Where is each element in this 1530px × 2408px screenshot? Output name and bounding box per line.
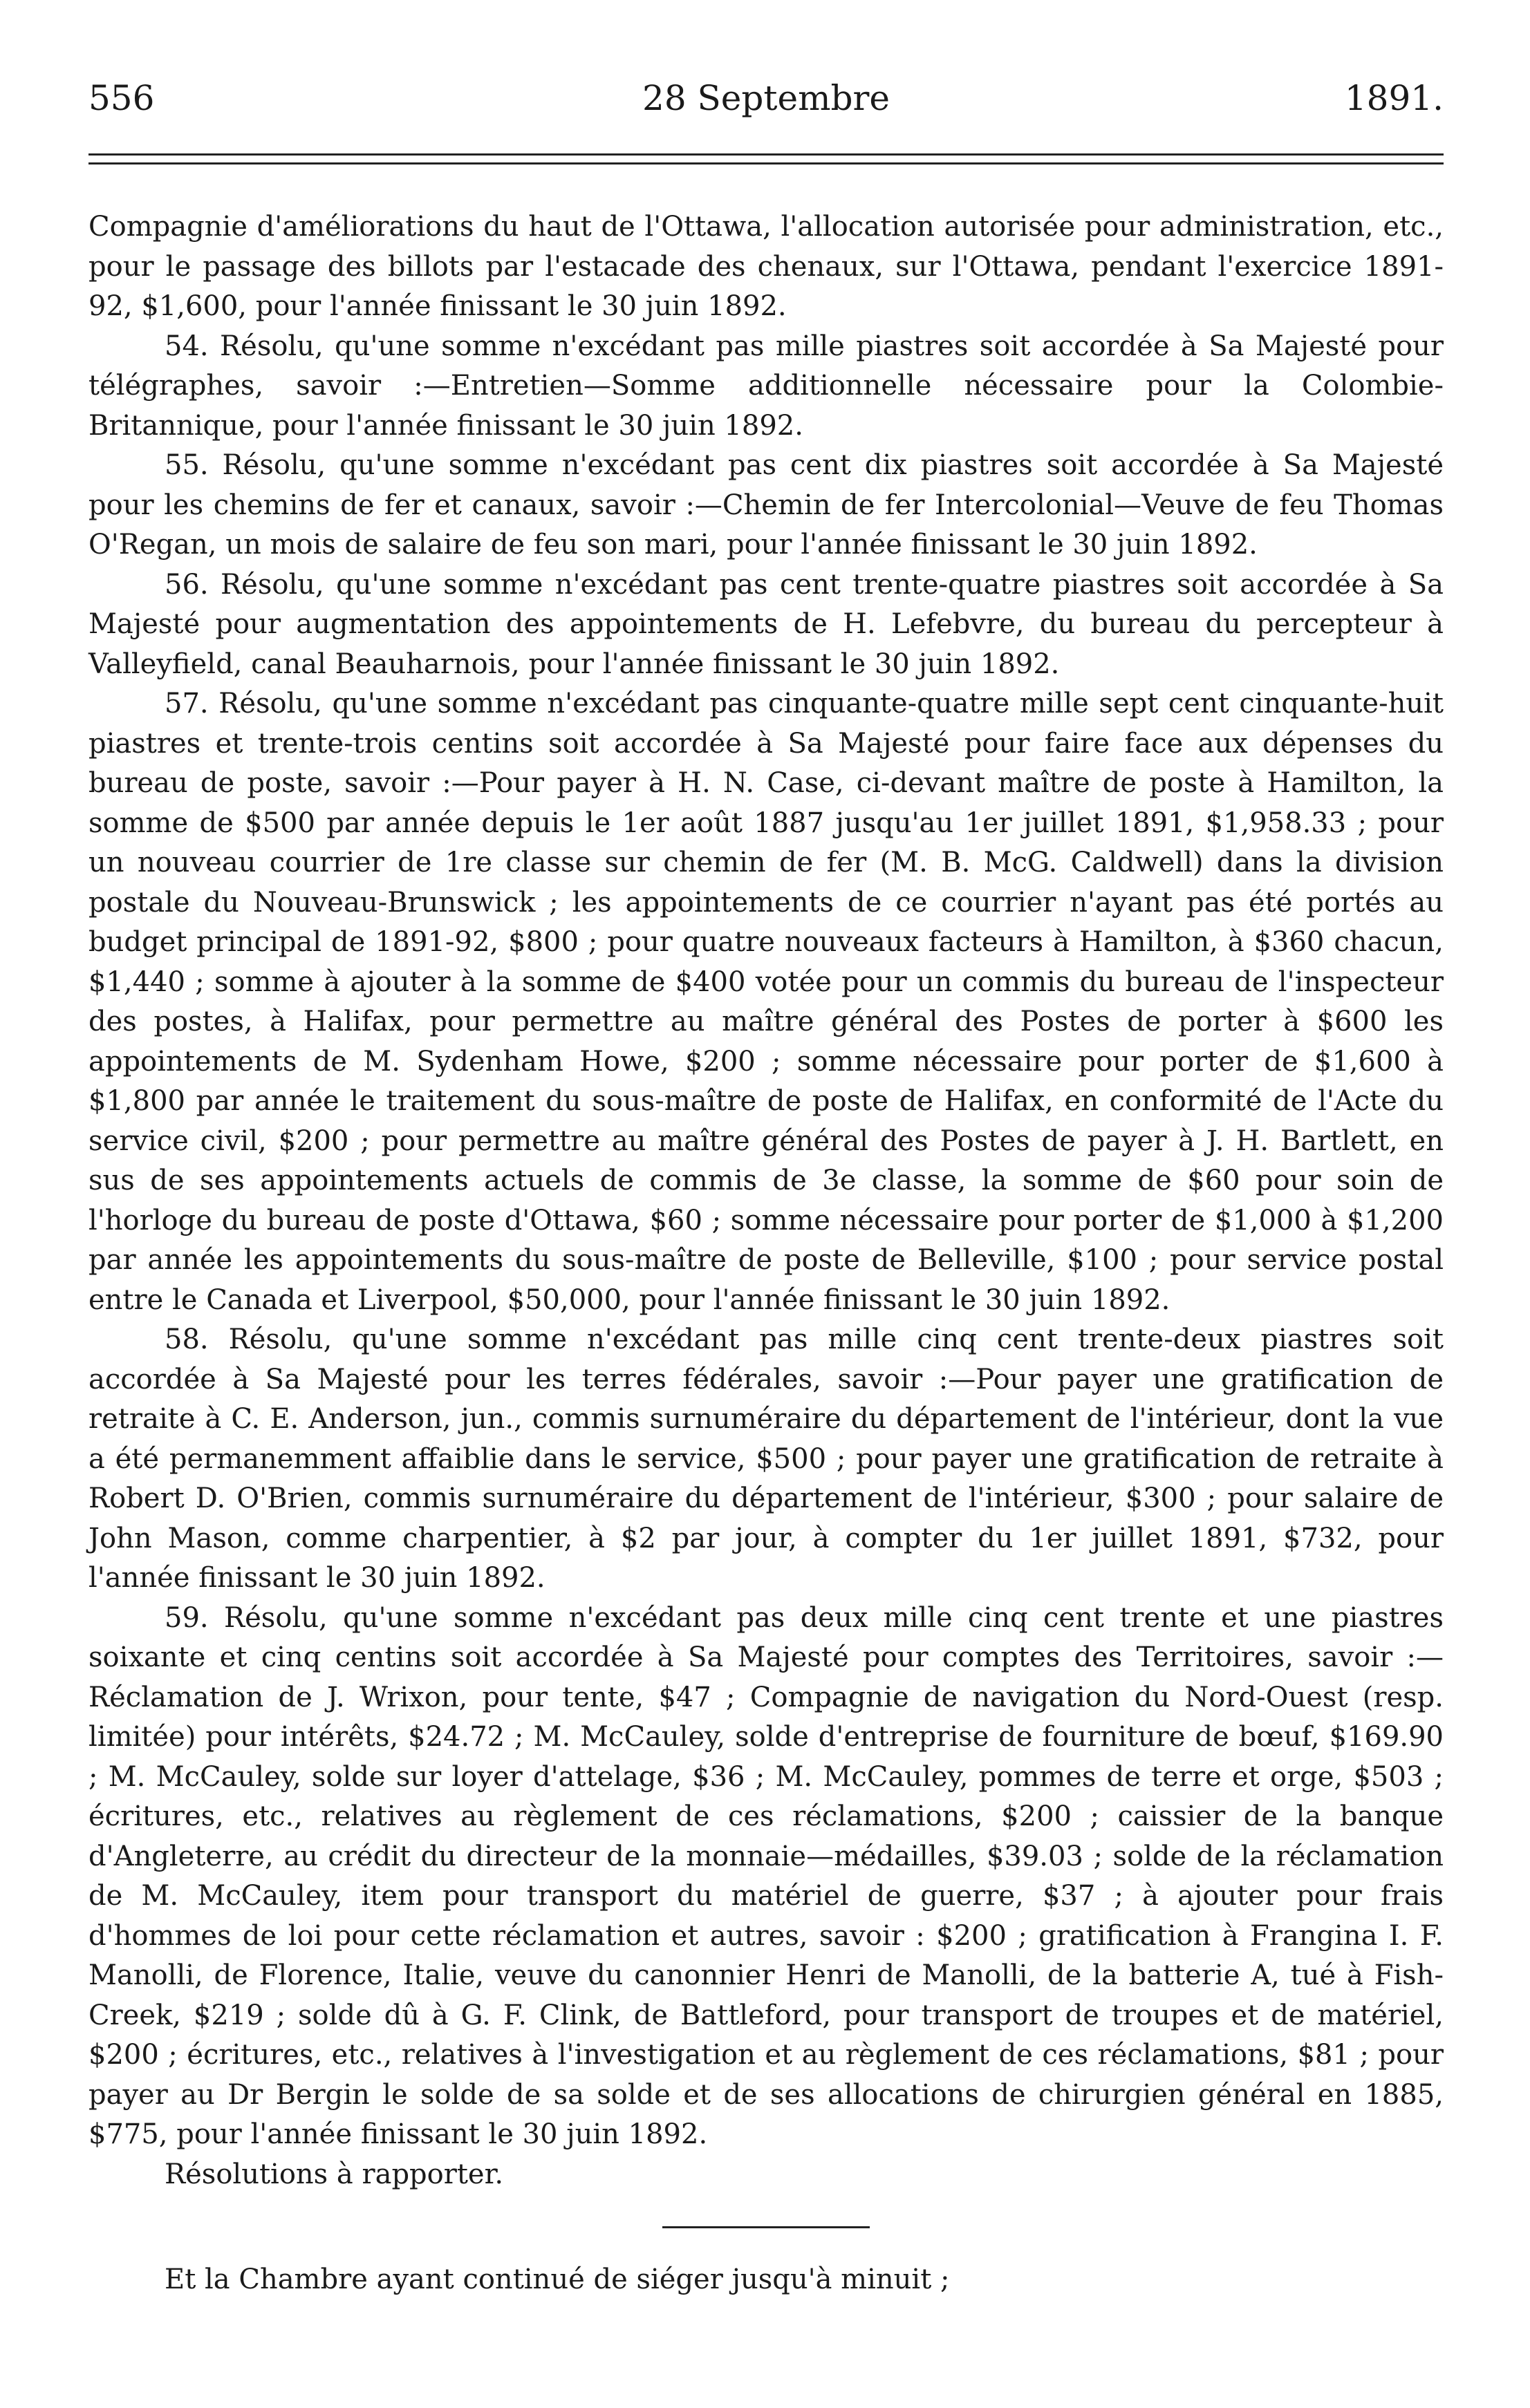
paragraph-resolution-57: 57. Résolu, qu'une somme n'excédant pas cinquante-quatre mille sept cent cinquante-huit piastres et trente-trois centins soit accordée à Sa Majesté pour faire face aux dépenses du bureau de poste, savoir :—Pour payer à H. N. Case, ci-devant maître de poste à Hamilton, la somme de $500 par année depuis le 1er août 1887 jusqu'au 1er juillet 1891, $1,958.33 ; pour un nouveau courrier de 1re classe sur chemin de fer (M. B. McG. Caldwell) dans la division postale du Nouveau-Brunswick ; les appointements de ce courrier n'ayant pas été portés au budget principal de 1891-92, $800 ; pour quatre nouveaux facteurs à Hamilton, à $360 chacun, $1,440 ; somme à ajouter à la somme de $400 votée pour un commis du bureau de l'inspecteur des postes, à Halifax, pour permettre au maître général des Postes de porter à $600 les appointements de M. Sydenham Howe, $200 ; somme nécessaire pour porter de $1,600 à $1,800 par année le traitement du sous-maître de poste de Halifax, en conformité de l'Acte du service civil, $200 ; pour permettre au maître général des Postes de payer à J. H. Bartlett, en sus de ses appointements actuels de commis de 3e classe, la somme de $60 pour soin de l'horloge du bureau de poste d'Ottawa, $60 ; somme nécessaire pour porter de $1,000 à $1,200 par année les appointements du sous-maître de poste de Belleville, $100 ; pour service postal entre le Canada et Liverpool, $50,000, pour l'année finissant le 30 juin 1892.	[88, 688, 1444, 1316]
closing-line: Et la Chambre ayant continué de siéger jusqu'à minuit ;	[165, 2264, 950, 2295]
paragraph-resolution-55: 55. Résolu, qu'une somme n'excédant pas cent dix piastres soit accordée à Sa Majesté pour les chemins de fer et canaux, savoir :—Chemin de fer Intercolonial—Veuve de feu Thomas O'Regan, un mois de salaire de feu son mari, pour l'année finissant le 30 juin 1892.	[88, 449, 1444, 561]
paragraph-resolution-59: 59. Résolu, qu'une somme n'excédant pas deux mille cinq cent trente et une piastres soixante et cinq centins soit accordée à Sa Majesté pour comptes des Territoires, savoir :—Réclamation de J. Wrixon, pour tente, $47 ; Compagnie de navigation du Nord-Ouest (resp. limitée) pour intérêts, $24.72 ; M. McCauley, solde d'entreprise de fourniture de bœuf, $169.90 ; M. McCauley, solde sur loyer d'attelage, $36 ; M. McCauley, pommes de terre et orge, $503 ; écritures, etc., relatives au règlement de ces réclamations, $200 ; caissier de la banque d'Angleterre, au crédit du directeur de la monnaie—médailles, $39.03 ; solde de la réclamation de M. McCauley, item pour transport du matériel de guerre, $37 ; à ajouter pour frais d'hommes de loi pour cette réclamation et autres, savoir : $200 ; gratification à Frangina I. F. Manolli, de Florence, Italie, veuve du canonnier Henri de Manolli, de la batterie A, tué à Fish-Creek, $219 ; solde dû à G. F. Clink, de Battleford, pour transport de troupes et de matériel, $200 ; écritures, etc., relatives à l'investigation et au règlement de ces réclamations, $81 ; pour payer au Dr Bergin le solde de sa solde et de ses allocations de chirurgien général en 1885, $775, pour l'année finissant le 30 juin 1892.	[88, 1601, 1444, 2150]
section-divider	[662, 2226, 870, 2228]
header-date: 28 Septembre	[642, 78, 890, 118]
paragraph-resolution-58: 58. Résolu, qu'une somme n'excédant pas mille cinq cent trente-deux piastres soit accordée à Sa Majesté pour les terres fédérales, savoir :—Pour payer une gratification de retraite à C. E. Anderson, jun., commis surnuméraire du département de l'intérieur, dont la vue a été permanemment affaiblie dans le service, $500 ; pour payer une gratification de retraite à Robert D. O'Brien, commis surnuméraire du département de l'intérieur, $300 ; pour salaire de John Mason, comme charpentier, à $2 par jour, à compter du 1er juillet 1891, $732, pour l'année finissant le 30 juin 1892.	[88, 1324, 1444, 1594]
paragraph-resolution-56: 56. Résolu, qu'une somme n'excédant pas cent trente-quatre piastres soit accordée à Sa Majesté pour augmentation des appointements de H. Lefebvre, du bureau du percepteur à Valleyfield, canal Beauharnois, pour l'année finissant le 30 juin 1892.	[88, 568, 1444, 680]
paragraph-continuation: Compagnie d'améliorations du haut de l'Ottawa, l'allocation autorisée pour administration, etc., pour le passage des billots par l'estacade des chenaux, sur l'Ottawa, pendant l'exercice 1891-92, $1,600, pour l'année finissant le 30 juin 1892.	[88, 211, 1444, 322]
page-header	[88, 77, 1444, 119]
paragraph-resolution-54: 54. Résolu, qu'une somme n'excédant pas mille piastres soit accordée à Sa Majesté pour télégraphes, savoir :—Entretien—Somme additionnelle nécessaire pour la Colombie-Britannique, pour l'année finissant le 30 juin 1892.	[88, 330, 1444, 442]
header-double-rule	[88, 153, 1444, 164]
header-year: 1891.	[1344, 78, 1444, 118]
page-number: 556	[88, 78, 155, 118]
paragraph-resolutions-to-report: Résolutions à rapporter.	[165, 2158, 504, 2190]
body-text	[88, 207, 1444, 2300]
